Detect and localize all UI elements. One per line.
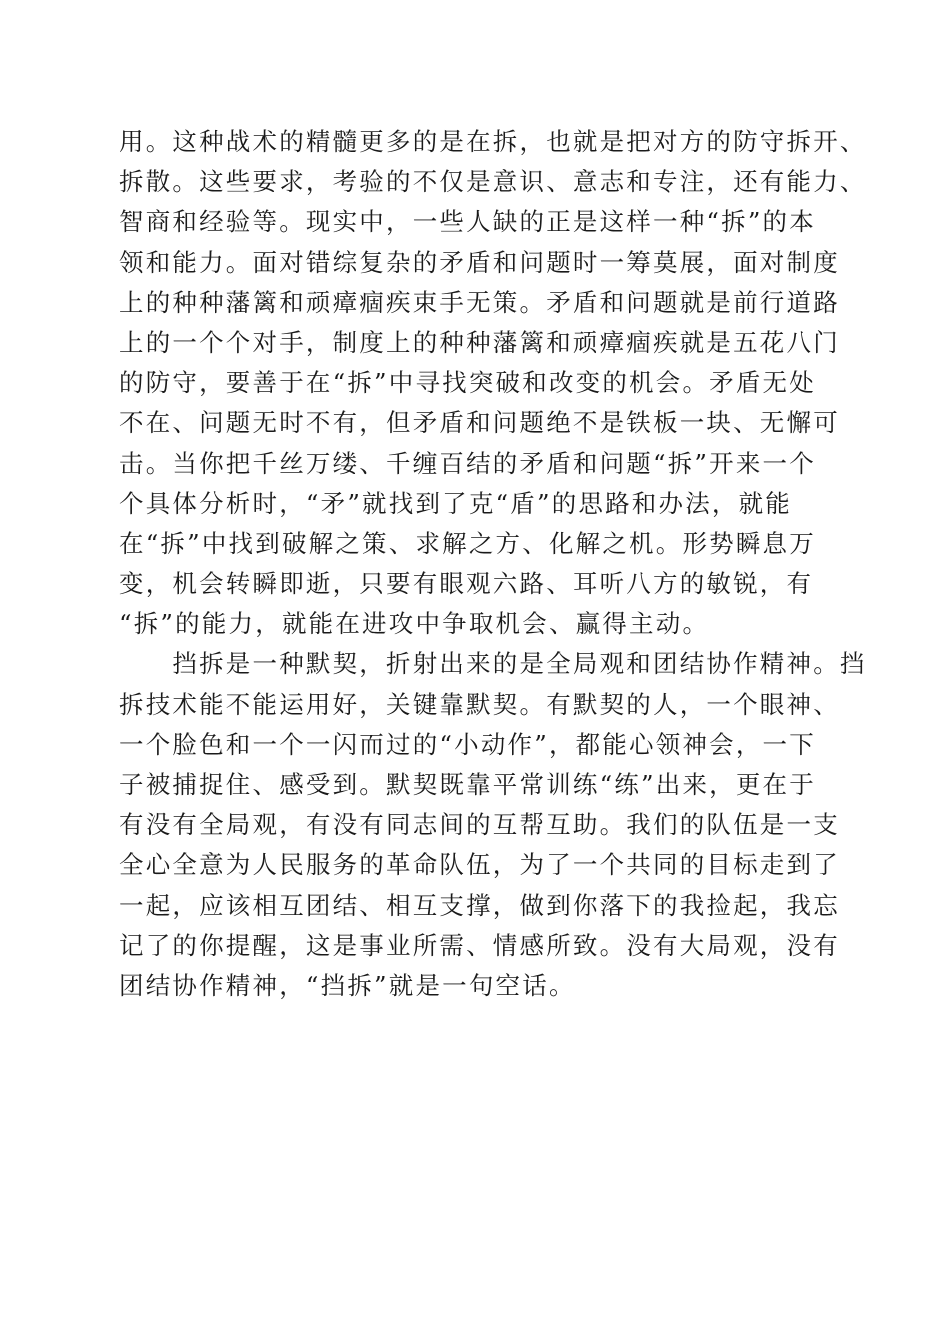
text-line: 用。这种战术的精髓更多的是在拆，也就是把对方的防守拆开、 [119, 127, 867, 156]
text-line: 上的一个个对手，制度上的种种藩篱和顽瘴痼疾就是五花八门 [119, 327, 840, 357]
text-line: 全心全意为人民服务的革命队伍，为了一个共同的目标走到了 [119, 850, 840, 880]
text-line: 拆散。这些要求，考验的不仅是意识、意志和专注，还有能力、 [119, 167, 867, 197]
text-line: 在“拆”中找到破解之策、求解之方、化解之机。形势瞬息万 [119, 528, 816, 558]
paragraph-1 [119, 122, 867, 644]
text-line: 领和能力。面对错综复杂的矛盾和问题时一筹莫展，面对制度 [119, 247, 840, 277]
text-line: 挡拆是一种默契，折射出来的是全局观和团结协作精神。挡 [119, 649, 867, 679]
text-line: 变，机会转瞬即逝，只要有眼观六路、耳听八方的敏锐，有 [119, 569, 814, 599]
text-line: 一起，应该相互团结、相互支撑，做到你落下的我捡起，我忘 [119, 890, 840, 920]
text-line: 智商和经验等。现实中，一些人缺的正是这样一种“拆”的本 [119, 207, 816, 237]
text-line: 记了的你提醒，这是事业所需、情感所致。没有大局观，没有 [119, 930, 840, 960]
text-line: 上的种种藩篱和顽瘴痼疾束手无策。矛盾和问题就是前行道路 [119, 287, 840, 317]
document-body [119, 122, 867, 1006]
text-line: “拆”的能力，就能在进攻中争取机会、赢得主动。 [119, 609, 710, 639]
text-line: 子被捕捉住、感受到。默契既靠平常训练“练”出来，更在于 [119, 770, 816, 799]
text-line: 团结协作精神，“挡拆”就是一句空话。 [119, 970, 576, 1000]
text-line: 有没有全局观，有没有同志间的互帮互助。我们的队伍是一支 [119, 810, 840, 840]
text-line: 不在、问题无时不有，但矛盾和问题绝不是铁板一块、无懈可 [119, 408, 840, 438]
paragraph-2 [119, 644, 867, 1006]
text-line: 击。当你把千丝万缕、千缠百结的矛盾和问题“拆”开来一个 [119, 448, 816, 478]
text-line: 的防守，要善于在“拆”中寻找突破和改变的机会。矛盾无处 [119, 368, 816, 398]
text-line: 个具体分析时，“矛”就找到了克“盾”的思路和办法，就能 [119, 488, 792, 518]
text-line: 拆技术能不能运用好，关键靠默契。有默契的人，一个眼神、 [119, 689, 840, 719]
text-line: 一个脸色和一个一闪而过的“小动作”，都能心领神会，一下 [119, 729, 816, 759]
